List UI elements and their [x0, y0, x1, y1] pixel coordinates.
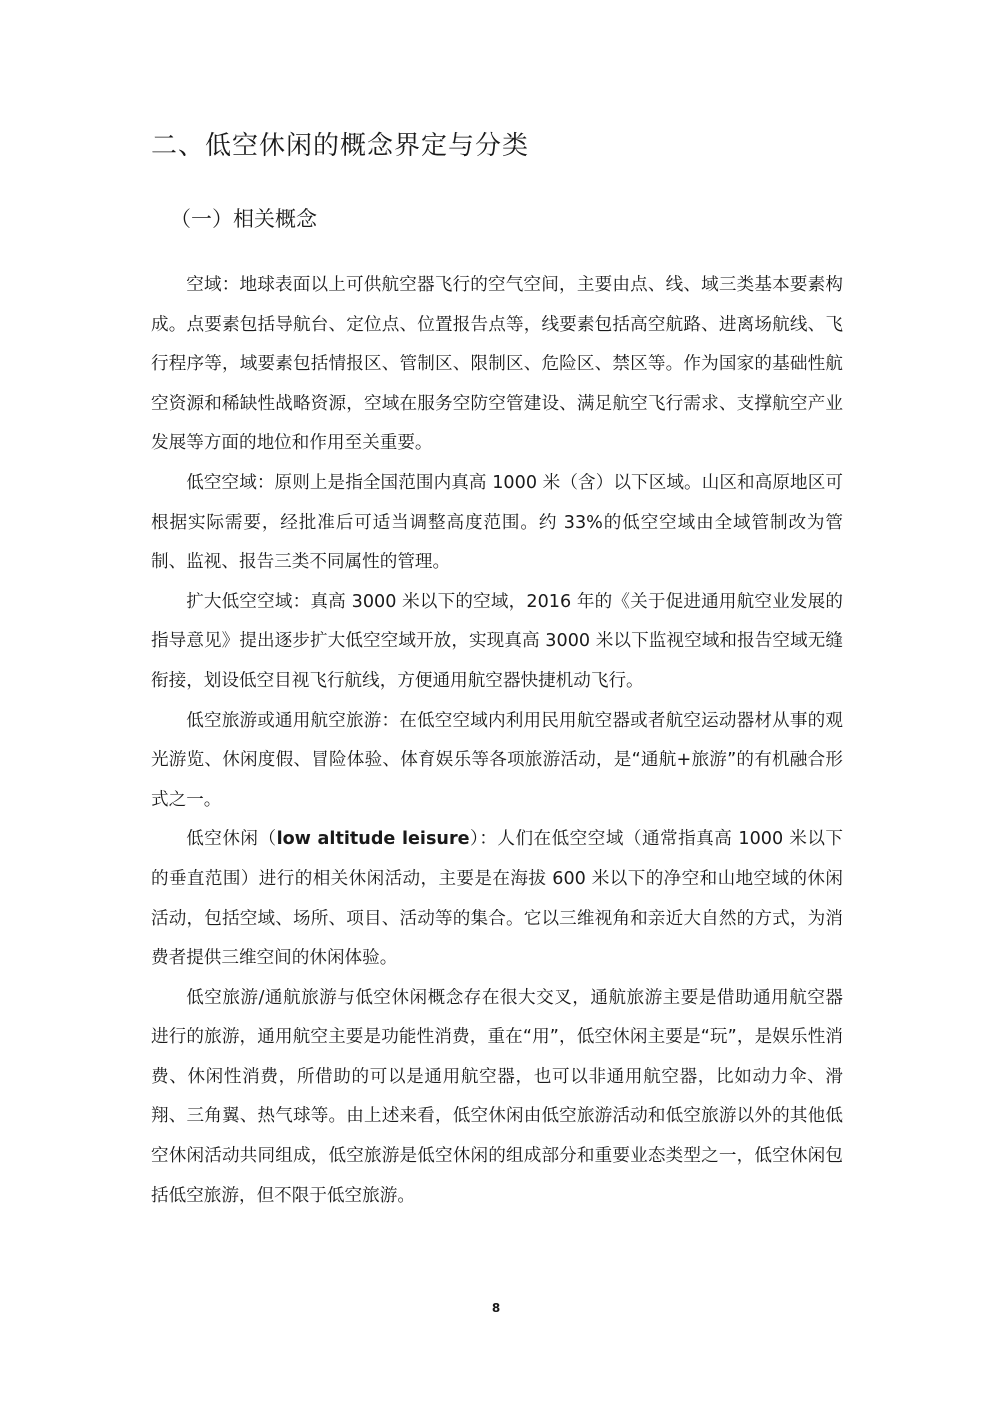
english-term: low altitude leisure [276, 829, 470, 850]
body-text [151, 266, 843, 1216]
paragraph-airspace: 空域：地球表面以上可供航空器飞行的空气空间，主要由点、线、域三类基本要素构成。点要素包括导航台、定位点、位置报告点等，线要素包括高空航路、进离场航线、飞行程序等，域要素包括情报区、管制区、限制区、危险区、禁区等。作为国家的基础性航空资源和稀缺性战略资源，空域在服务空防空管建设、满足航空飞行需求、支撑航空产业发展等方面的地位和作用至关重要。 [151, 275, 843, 454]
section-heading: 二、低空休闲的概念界定与分类 [151, 131, 530, 161]
paragraph-low-altitude-tourism: 低空旅游或通用航空旅游：在低空空域内利用民用航空器或者航空运动器材从事的观光游览、休闲度假、冒险体验、体育娱乐等各项旅游活动，是“通航+旅游”的有机融合形式之一。 [151, 710, 843, 810]
paragraph-lead: 低空休闲（ [186, 829, 277, 850]
paragraph-low-altitude-airspace: 低空空域：原则上是指全国范围内真高 1000 米（含）以下区域。山区和高原地区可根据实际需要，经批准后可适当调整高度范围。约 33%的低空空域由全域管制改为管制、监视、报告三类不同属性的管理。 [151, 472, 843, 573]
paragraph-expanded-low-altitude-airspace: 扩大低空空域：真高 3000 米以下的空域，2016 年的《关于促进通用航空业发展的指导意见》提出逐步扩大低空空域开放，实现真高 3000 米以下监视空域和报告空域无缝衔接，划设低空目视飞行航线，方便通用航空器快捷机动飞行。 [151, 591, 843, 691]
paragraph-rest: ）：人们在低空空域（通常指真高 1000 米以下的垂直范围）进行的相关休闲活动，主要是在海拔 600 米以下的净空和山地空域的休闲活动，包括空域、场所、项目、活动等的集合。它以三维视角和亲近大自然的方式，为消费者提供三维空间的休闲体验。 [151, 829, 843, 969]
subsection-heading: （一）相关概念 [170, 207, 317, 231]
page-number: 8 [491, 1301, 501, 1315]
paragraph-comparison: 低空旅游/通航旅游与低空休闲概念存在很大交叉，通航旅游主要是借助通用航空器进行的旅游，通用航空主要是功能性消费，重在“用”，低空休闲主要是“玩”，是娱乐性消费、休闲性消费，所借助的可以是通用航空器，也可以非通用航空器，比如动力伞、滑翔、三角翼、热气球等。由上述来看，低空休闲由低空旅游活动和低空旅游以外的其他低空休闲活动共同组成，低空旅游是低空休闲的组成部分和重要业态类型之一，低空休闲包括低空旅游，但不限于低空旅游。 [151, 987, 843, 1206]
paragraph-low-altitude-leisure [151, 820, 843, 978]
